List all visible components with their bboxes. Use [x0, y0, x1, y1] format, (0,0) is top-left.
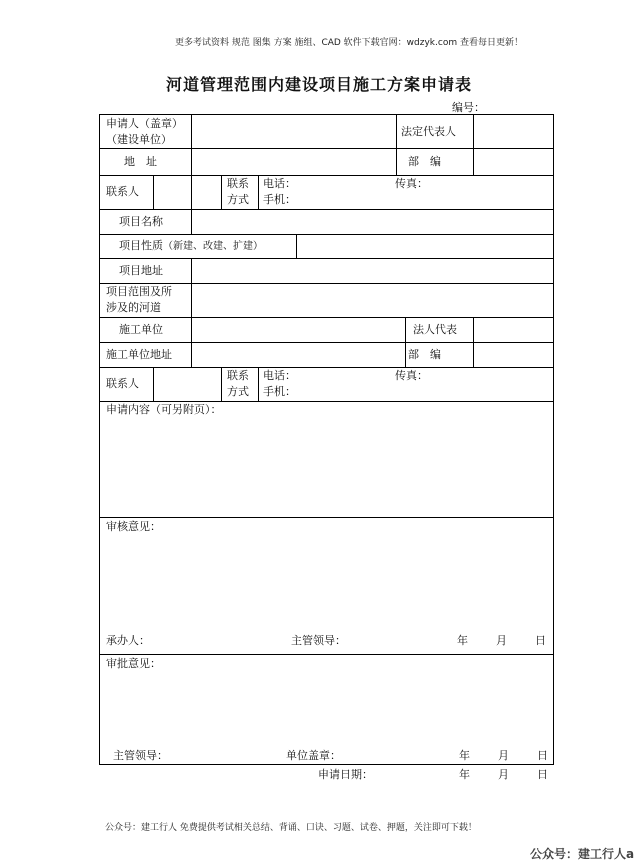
address-label: 地 址: [124, 155, 157, 168]
fax-label: 传真：: [395, 177, 428, 190]
form-border-right: [553, 114, 554, 765]
review-month: 月: [496, 634, 507, 647]
header-note: 更多考试资料 规范 图集 方案 施组、CAD 软件下载官网：wdzyk.com 查看每日更新！: [175, 38, 523, 48]
contact-label: 联系人: [106, 185, 139, 198]
application-content-label: 申请内容（可另附页）：: [106, 403, 222, 416]
row-line: [99, 258, 554, 259]
phone-label: 电话：: [263, 177, 296, 190]
col-line: [258, 367, 259, 401]
row-line: [99, 654, 554, 655]
project-nature-label: [119, 238, 263, 254]
col-line: [153, 175, 154, 209]
review-day: 日: [535, 634, 546, 647]
project-scope-label: 项目范围及所: [106, 285, 172, 298]
mobile-label: 手机：: [263, 193, 296, 206]
approval-year: 年: [459, 749, 470, 762]
col-line: [473, 317, 474, 367]
contractor-legal-rep-label: 法人代表: [413, 323, 457, 336]
footer-note: 公众号：建工行人 免费提供考试相关总结、背诵、口诀、习题、试卷、押题，关注即可下载！: [105, 823, 477, 833]
col-line: [221, 175, 222, 209]
col-line: [191, 317, 192, 367]
col-line: [473, 114, 474, 175]
application-form: [99, 114, 554, 765]
applicant-label: 申请人（盖章）: [106, 117, 183, 130]
supervisor2-label: 主管领导：: [113, 749, 168, 762]
row-line: [99, 148, 554, 149]
contact-method-label: 方式: [227, 193, 249, 206]
review-opinion-label: 审核意见：: [106, 520, 161, 533]
approval-opinion-label: 审批意见：: [106, 657, 161, 670]
row-line: [99, 175, 554, 176]
row-line: [99, 234, 554, 235]
form-border-bottom: [99, 764, 554, 765]
col-line: [296, 234, 297, 258]
approval-month: 月: [498, 749, 509, 762]
fax2-label: 传真：: [395, 369, 428, 382]
apply-date-month: 月: [498, 768, 509, 781]
row-line: [99, 342, 554, 343]
row-line: [99, 209, 554, 210]
project-scope-sublabel: 涉及的河道: [106, 301, 161, 314]
col-line: [153, 367, 154, 401]
col-line: [396, 114, 397, 175]
postcode-label: 部 编: [408, 155, 441, 168]
applicant-sublabel: （建设单位）: [106, 133, 172, 146]
row-line: [99, 317, 554, 318]
col-line: [191, 209, 192, 234]
page-title: 河道管理范围内建设项目施工方案申请表: [165, 75, 472, 94]
phone2-label: 电话：: [263, 369, 296, 382]
project-nature-note: （新建、改建、扩建）: [163, 241, 263, 252]
form-border-top: [99, 114, 554, 115]
apply-date-day: 日: [537, 768, 548, 781]
review-year: 年: [457, 634, 468, 647]
project-nature-text: 项目性质: [119, 239, 163, 252]
col-line: [221, 367, 222, 401]
legal-rep-label: 法定代表人: [401, 125, 456, 138]
number-label: 编号：: [452, 101, 485, 114]
contractor-label: 施工单位: [119, 323, 163, 336]
contact2-label: 联系人: [106, 377, 139, 390]
contact-method-label: 联系: [227, 177, 249, 190]
contractor-address-label: 施工单位地址: [106, 348, 172, 361]
col-line: [191, 114, 192, 209]
watermark: 公众号：建工行人a: [530, 847, 635, 861]
mobile2-label: 手机：: [263, 385, 296, 398]
approval-day: 日: [537, 749, 548, 762]
col-line: [191, 258, 192, 317]
col-line: [405, 317, 406, 367]
form-border-left: [99, 114, 100, 765]
contact2-method-label: 联系: [227, 369, 249, 382]
contact2-method-label: 方式: [227, 385, 249, 398]
project-address-label: 项目地址: [119, 264, 163, 277]
col-line: [258, 175, 259, 209]
row-line: [99, 367, 554, 368]
unit-seal-label: 单位盖章：: [286, 749, 341, 762]
supervisor-label: 主管领导：: [291, 634, 346, 647]
contractor-postcode-label: 部 编: [408, 348, 441, 361]
apply-date-label: 申请日期：: [318, 768, 373, 781]
apply-date-year: 年: [459, 768, 470, 781]
handler-label: 承办人：: [106, 634, 150, 647]
project-name-label: 项目名称: [119, 215, 163, 228]
row-line: [99, 517, 554, 518]
